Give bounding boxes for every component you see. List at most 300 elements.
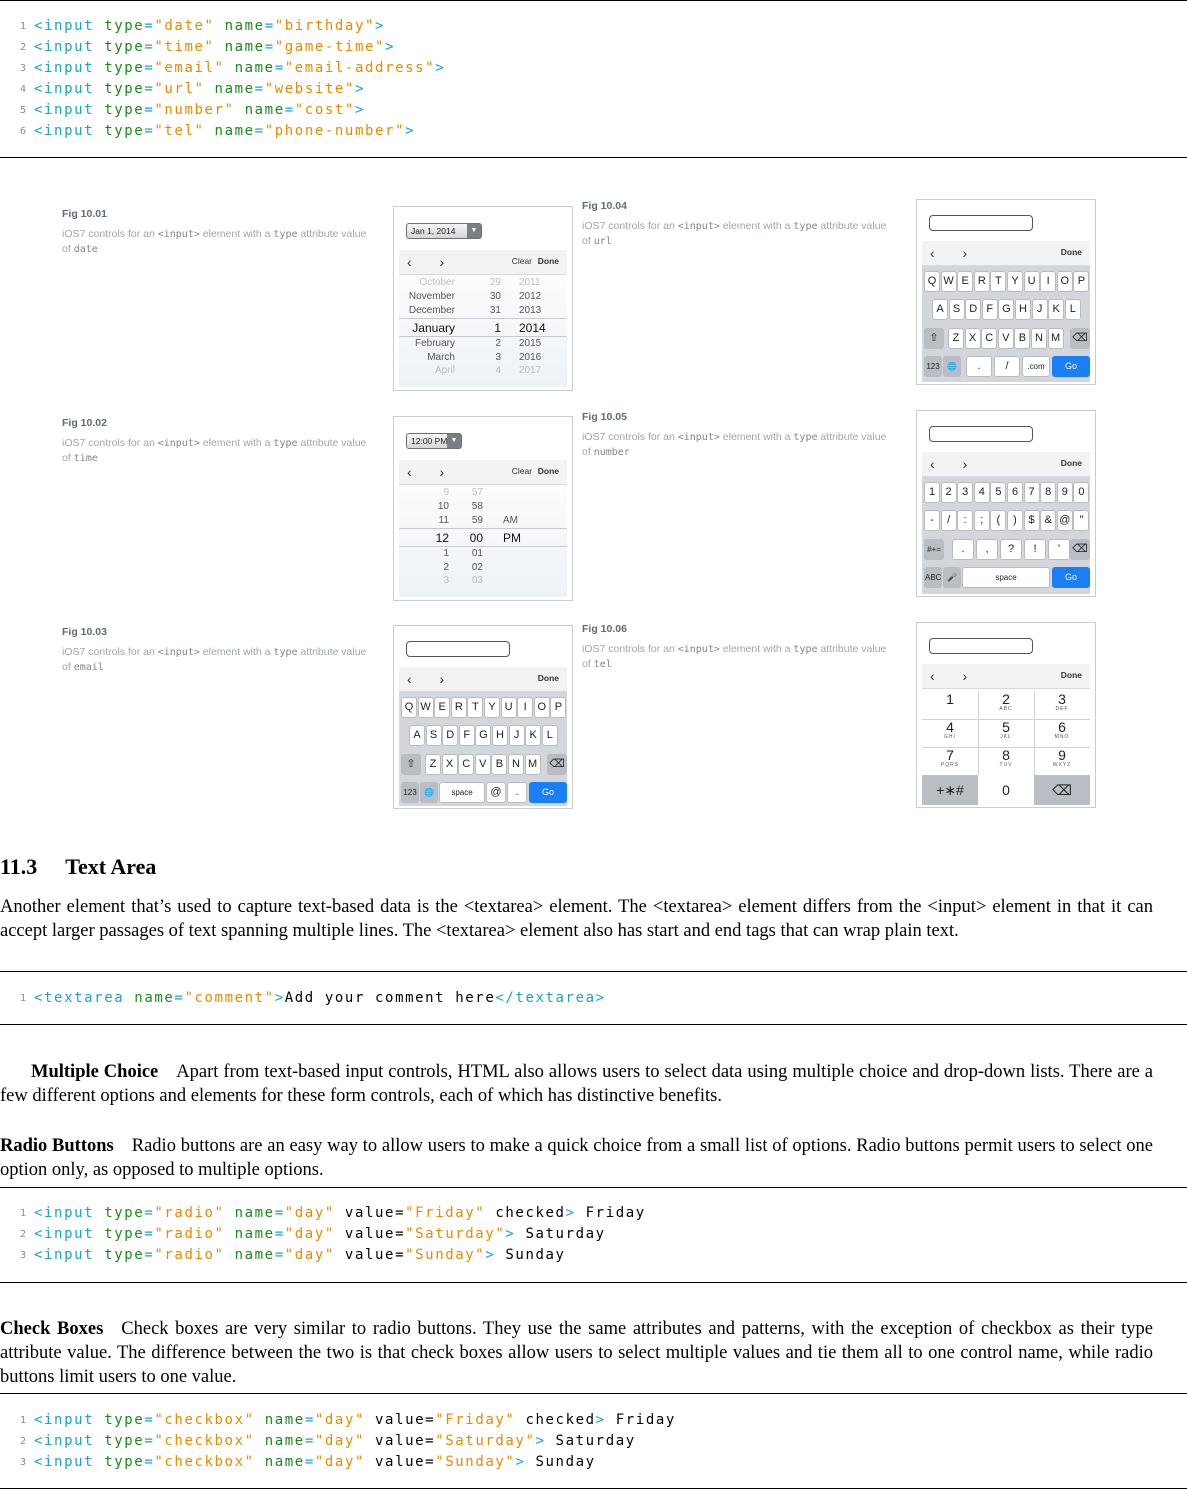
key-digit[interactable]: 5: [990, 482, 1006, 503]
key-symbol[interactable]: (: [990, 510, 1006, 531]
abc-key[interactable]: ABC: [924, 567, 942, 588]
code-token: "tel": [154, 123, 205, 139]
dropdown-arrow-icon: ▼: [447, 434, 461, 448]
code-token: =: [304, 1412, 315, 1428]
keypad-letters: TUV: [999, 762, 1013, 768]
key-symbol[interactable]: $: [1024, 510, 1040, 531]
done-button[interactable]: Done: [537, 673, 559, 683]
code-token: "birthday": [274, 18, 376, 34]
email-input[interactable]: [406, 641, 510, 657]
code-token: Friday: [605, 1412, 676, 1428]
code-token: name: [234, 1247, 275, 1263]
key-symbol[interactable]: &: [1040, 510, 1056, 531]
code-token: name: [224, 39, 265, 55]
key-digit[interactable]: 6: [1007, 482, 1023, 503]
key-h[interactable]: H: [492, 725, 508, 746]
code-token: type: [104, 81, 145, 97]
key-digit[interactable]: 3: [957, 482, 973, 503]
slash-key[interactable]: /: [994, 356, 1020, 377]
code-token: "phone-number": [264, 123, 406, 139]
key-punct[interactable]: !: [1024, 539, 1046, 560]
figure-label: Fig 10.05: [582, 411, 627, 423]
code-token: [225, 1205, 235, 1221]
key-r[interactable]: R: [974, 271, 990, 292]
numbers-key[interactable]: 123: [924, 356, 942, 377]
key-l[interactable]: L: [542, 725, 558, 746]
done-button[interactable]: Done: [537, 256, 559, 266]
code-token: <input: [34, 81, 105, 97]
code-token: Sunday: [495, 1247, 566, 1263]
key-punct[interactable]: ?: [1000, 539, 1022, 560]
delete-key-icon[interactable]: ⌫: [1070, 539, 1090, 560]
picker-value: 01: [471, 548, 483, 559]
line-number: 4: [19, 84, 26, 95]
picker-value: 1: [443, 548, 449, 559]
space-key[interactable]: space: [962, 567, 1050, 588]
keypad-key[interactable]: [978, 719, 1035, 748]
picker-value: 3: [495, 352, 501, 363]
picker-row[interactable]: [399, 291, 567, 306]
code-token: name: [264, 1454, 305, 1470]
code-token: name: [264, 1433, 305, 1449]
code-token: =: [264, 39, 275, 55]
key-z[interactable]: Z: [425, 754, 441, 775]
picker-row[interactable]: [399, 277, 567, 292]
prev-next-icon[interactable]: ‹ ›: [407, 254, 457, 270]
date-select[interactable]: Jan 1, 2014 ▼: [406, 223, 482, 239]
keypad-digit: 7: [946, 747, 954, 763]
key-n[interactable]: N: [1031, 328, 1047, 349]
selection-divider: [399, 336, 567, 337]
code-token: "day": [314, 1412, 365, 1428]
code-token: "day": [284, 1205, 335, 1221]
code-token: name: [214, 81, 255, 97]
key-o[interactable]: O: [534, 697, 550, 718]
key-j[interactable]: J: [509, 725, 525, 746]
key-n[interactable]: N: [508, 754, 524, 775]
picker-row[interactable]: [399, 548, 567, 563]
key-digit[interactable]: 7: [1024, 482, 1040, 503]
code-token: =: [144, 60, 155, 76]
code-token: <input: [34, 18, 105, 34]
code-token: <input: [34, 1433, 105, 1449]
figure-label: Fig 10.01: [62, 208, 107, 220]
done-button[interactable]: Done: [537, 466, 559, 476]
numbers-key[interactable]: 123: [401, 782, 419, 803]
key-u[interactable]: U: [1024, 271, 1040, 292]
go-button[interactable]: Go: [1052, 567, 1090, 588]
picker-value: 58: [471, 501, 483, 512]
code-token: =: [144, 1412, 155, 1428]
time-wheel[interactable]: [399, 485, 567, 597]
keypad-letters: PQRS: [940, 762, 960, 768]
code-token: checked: [515, 1412, 596, 1428]
rule-after-code-3: [0, 1282, 1187, 1283]
keypad-key[interactable]: [978, 747, 1035, 776]
keyboard-toolbar: [922, 664, 1090, 689]
code-token: "time": [154, 39, 215, 55]
code-token: "email-address": [284, 60, 436, 76]
line-number: 1: [19, 1415, 26, 1426]
key-b[interactable]: B: [1014, 328, 1030, 349]
key-digit[interactable]: 8: [1040, 482, 1056, 503]
key-o[interactable]: O: [1057, 271, 1073, 292]
go-button[interactable]: Go: [529, 782, 567, 803]
key-digit[interactable]: 4: [974, 482, 990, 503]
code-text: [34, 1203, 646, 1224]
key-x[interactable]: X: [965, 328, 981, 349]
code-token: =: [264, 18, 275, 34]
code-text: [34, 37, 395, 58]
code-token: >: [375, 18, 386, 34]
checkbox-heading: Check Boxes: [0, 1319, 104, 1339]
key-v[interactable]: V: [475, 754, 491, 775]
key-j[interactable]: J: [1032, 299, 1048, 320]
number-keyboard: [922, 477, 1090, 594]
keypad-key[interactable]: [922, 691, 979, 720]
code-token: =: [274, 1226, 285, 1242]
figure-label: Fig 10.03: [62, 626, 107, 638]
caption-text: iOS7 controls for an <input> element with a type attribute value of date: [62, 227, 367, 255]
key-k[interactable]: K: [525, 725, 541, 746]
key-w[interactable]: W: [418, 697, 434, 718]
keypad-letters: GHI: [944, 734, 956, 740]
keypad-digit: 9: [1058, 747, 1066, 763]
picker-row[interactable]: [399, 338, 567, 353]
key-d[interactable]: D: [965, 299, 981, 320]
code-token: "Sunday": [435, 1454, 516, 1470]
code-token: =: [144, 1433, 155, 1449]
delete-key-icon[interactable]: ⌫: [1070, 328, 1090, 349]
keypad-digit: 5: [1002, 719, 1010, 735]
key-h[interactable]: H: [1015, 299, 1031, 320]
picker-value: 02: [471, 562, 483, 573]
key-symbol[interactable]: -: [924, 510, 940, 531]
picker-value: 2: [495, 338, 501, 349]
picker-value: 31: [489, 305, 501, 316]
key-punct[interactable]: .: [952, 539, 974, 560]
code-token: "checkbox": [154, 1412, 255, 1428]
line-number: 2: [19, 1436, 26, 1447]
code-token: >: [405, 123, 416, 139]
url-input[interactable]: [929, 215, 1033, 231]
space-key[interactable]: space: [439, 782, 485, 803]
keypad-key[interactable]: [1034, 719, 1090, 748]
code-token: type: [104, 1412, 145, 1428]
figure-label: Fig 10.02: [62, 417, 107, 429]
key-l[interactable]: L: [1065, 299, 1081, 320]
key-q[interactable]: Q: [401, 697, 417, 718]
keypad-digit: 3: [1058, 691, 1066, 707]
key-t[interactable]: T: [990, 271, 1006, 292]
code-token: <input: [34, 1247, 105, 1263]
code-token: value=: [365, 1433, 436, 1449]
key-digit[interactable]: 2: [941, 482, 957, 503]
key-s[interactable]: S: [426, 725, 442, 746]
code-token: >: [485, 1247, 496, 1263]
picker-row[interactable]: [399, 487, 567, 502]
key-m[interactable]: M: [525, 754, 541, 775]
code-token: "Sunday": [405, 1247, 486, 1263]
code-token: "radio": [154, 1247, 225, 1263]
picker-value: 30: [489, 291, 501, 302]
figure-caption-10-06: [582, 622, 892, 673]
key-m[interactable]: M: [1048, 328, 1064, 349]
code-text: [34, 16, 385, 37]
delete-key-icon[interactable]: ⌫: [547, 754, 567, 775]
done-button[interactable]: Done: [1060, 458, 1082, 468]
code-token: >: [515, 1454, 526, 1470]
ios-number-keyboard-screenshot: [916, 410, 1096, 597]
code-token: type: [104, 1454, 145, 1470]
figure-label: Fig 10.04: [582, 200, 627, 212]
code-token: value=: [334, 1247, 406, 1263]
key-b[interactable]: B: [491, 754, 507, 775]
code-token: name: [224, 18, 265, 34]
code-token: name: [134, 990, 175, 1006]
prev-next-icon[interactable]: ‹ ›: [407, 464, 457, 480]
figure-caption-10-01: [62, 207, 372, 258]
section-heading: 11.3 Text Area: [0, 854, 157, 879]
ios-time-picker-screenshot: [393, 416, 573, 601]
key-w[interactable]: W: [941, 271, 957, 292]
code-token: <input: [34, 1412, 105, 1428]
key-g[interactable]: G: [475, 725, 491, 746]
code-token: "number": [154, 102, 235, 118]
tel-input[interactable]: [929, 638, 1033, 654]
textarea-paragraph: Another element that’s used to capture text-based data is the <textarea> element. The <textarea> element differs from the <input> element in that it can accept larger passages of text spanning multiple lines. The <textarea> element also has start and end tags that can wrap plain text.: [0, 897, 1153, 941]
figure-caption-10-05: [582, 410, 892, 461]
picker-row[interactable]: [399, 531, 567, 546]
key-punct[interactable]: ': [1048, 539, 1070, 560]
caption-text: iOS7 controls for an <input> element with a type attribute value of time: [62, 436, 367, 464]
picker-row[interactable]: [399, 365, 567, 380]
picker-value: 1: [494, 321, 501, 335]
picker-row[interactable]: [399, 501, 567, 516]
code-token: type: [104, 102, 145, 118]
microphone-icon[interactable]: 🎤: [943, 567, 961, 588]
key-g[interactable]: G: [998, 299, 1014, 320]
code-token: </textarea>: [495, 990, 606, 1006]
key-u[interactable]: U: [501, 697, 517, 718]
key-digit[interactable]: 9: [1057, 482, 1073, 503]
prev-next-icon[interactable]: ‹ ›: [930, 245, 980, 261]
code-token: type: [104, 1433, 145, 1449]
picker-value: 59: [471, 515, 483, 526]
code-token: "Saturday": [405, 1226, 506, 1242]
picker-value: December: [408, 305, 455, 316]
dot-key[interactable]: .: [966, 356, 992, 377]
shift-key-icon[interactable]: ⇧: [401, 754, 421, 775]
picker-row[interactable]: [399, 575, 567, 590]
key-q[interactable]: Q: [924, 271, 940, 292]
caption-text: iOS7 controls for an <input> element with a type attribute value of number: [582, 430, 887, 458]
key-f[interactable]: F: [982, 299, 998, 320]
code-token: [215, 18, 225, 34]
key-symbol[interactable]: @: [1057, 510, 1073, 531]
code-token: "website": [264, 81, 355, 97]
clear-button[interactable]: Clear: [511, 466, 532, 476]
key-r[interactable]: R: [451, 697, 467, 718]
key-f[interactable]: F: [459, 725, 475, 746]
key-i[interactable]: I: [517, 697, 533, 718]
key-symbol[interactable]: ;: [974, 510, 990, 531]
keyboard-toolbar: [922, 452, 1090, 477]
prev-next-icon[interactable]: ‹ ›: [407, 671, 457, 687]
keypad-key[interactable]: [978, 691, 1035, 720]
code-token: type: [104, 60, 145, 76]
symbols-key[interactable]: +∗#: [922, 775, 978, 805]
code-text: [34, 1410, 676, 1431]
key-symbol[interactable]: ": [1073, 510, 1089, 531]
prev-next-icon[interactable]: ‹ ›: [930, 668, 980, 684]
keypad-key[interactable]: [922, 747, 979, 776]
line-number: 1: [19, 21, 26, 32]
code-token: [205, 123, 215, 139]
figure-caption-10-02: [62, 416, 372, 467]
symbols-key[interactable]: #+=: [924, 539, 944, 560]
done-button[interactable]: Done: [1060, 247, 1082, 257]
code-token: value=: [365, 1454, 436, 1470]
code-token: <input: [34, 39, 105, 55]
picker-value: October: [419, 277, 455, 288]
key-s[interactable]: S: [949, 299, 965, 320]
code-token: =: [144, 1454, 155, 1470]
code-token: type: [104, 39, 145, 55]
code-token: "comment": [184, 990, 275, 1006]
code-token: [255, 1412, 265, 1428]
figure-caption-10-04: [582, 199, 892, 250]
globe-key-icon[interactable]: 🌐: [943, 356, 961, 377]
code-token: [225, 1247, 235, 1263]
keypad-key[interactable]: [922, 719, 979, 748]
rule-after-code-1: [0, 157, 1187, 158]
key-p[interactable]: P: [550, 697, 566, 718]
key-y[interactable]: Y: [1007, 271, 1023, 292]
done-button[interactable]: Done: [1060, 670, 1082, 680]
picker-value: 29: [489, 277, 501, 288]
code-token: "email": [154, 60, 225, 76]
code-token: type: [104, 1247, 145, 1263]
keypad-letters: JKL: [1000, 734, 1012, 740]
caption-text: iOS7 controls for an <input> element with a type attribute value of email: [62, 645, 367, 673]
code-text: [34, 79, 365, 100]
code-text: [34, 1224, 606, 1245]
code-token: "Friday": [405, 1205, 486, 1221]
key-p[interactable]: P: [1073, 271, 1089, 292]
code-token: Saturday: [515, 1226, 606, 1242]
code-token: >: [385, 39, 396, 55]
key-digit[interactable]: 0: [1073, 482, 1089, 503]
keypad-key[interactable]: [1034, 691, 1090, 720]
key-y[interactable]: Y: [484, 697, 500, 718]
picker-value: AM: [503, 515, 518, 526]
code-token: [225, 60, 235, 76]
code-token: [225, 1226, 235, 1242]
globe-key-icon[interactable]: 🌐: [420, 782, 438, 803]
number-input[interactable]: [929, 426, 1033, 442]
key-k[interactable]: K: [1048, 299, 1064, 320]
picker-row[interactable]: [399, 321, 567, 336]
key-punct[interactable]: ,: [976, 539, 998, 560]
code-token: name: [234, 1226, 275, 1242]
key-c[interactable]: C: [981, 328, 997, 349]
code-token: =: [274, 60, 285, 76]
key-symbol[interactable]: :: [957, 510, 973, 531]
key-e[interactable]: E: [957, 271, 973, 292]
code-token: <input: [34, 1205, 105, 1221]
dropdown-arrow-icon: ▼: [467, 224, 481, 238]
code-token: =: [174, 990, 185, 1006]
dotcom-key[interactable]: .com: [1022, 356, 1050, 377]
code-text: [34, 1452, 596, 1473]
code-token: >: [435, 60, 446, 76]
code-token: [205, 81, 215, 97]
code-token: >: [595, 1412, 606, 1428]
keypad-key[interactable]: [1034, 747, 1090, 776]
clear-button[interactable]: Clear: [511, 256, 532, 266]
key-a[interactable]: A: [409, 725, 425, 746]
key-a[interactable]: A: [932, 299, 948, 320]
ios-date-picker-screenshot: [393, 206, 573, 391]
key-digit[interactable]: 1: [924, 482, 940, 503]
key-symbol[interactable]: /: [941, 510, 957, 531]
shift-key-icon[interactable]: ⇧: [924, 328, 944, 349]
key-z[interactable]: Z: [948, 328, 964, 349]
key-t[interactable]: T: [467, 697, 483, 718]
time-select[interactable]: 12:00 PM ▼: [406, 433, 462, 449]
code-token: =: [144, 81, 155, 97]
go-button[interactable]: Go: [1052, 356, 1090, 377]
line-number: 3: [19, 1457, 26, 1468]
code-token: "cost": [294, 102, 355, 118]
picker-toolbar: [399, 250, 567, 275]
key-x[interactable]: X: [442, 754, 458, 775]
keypad-key-0[interactable]: 0: [978, 775, 1034, 805]
date-wheel[interactable]: [399, 275, 567, 387]
code-token: <input: [34, 102, 105, 118]
keypad-digit: 4: [946, 719, 954, 735]
picker-value: April: [434, 365, 455, 376]
selection-divider: [399, 528, 567, 529]
keypad-digit: 6: [1058, 719, 1066, 735]
key-e[interactable]: E: [434, 697, 450, 718]
delete-key-icon[interactable]: ⌫: [1034, 775, 1090, 805]
picker-value: 12: [435, 531, 449, 545]
multiple-choice-paragraph: Multiple Choice Apart from text-based input controls, HTML also allows users to select data using multiple choice and drop-down lists. There are a few different options and elements for these form controls, each of which has distinctive benefits.: [0, 1062, 1153, 1106]
key-d[interactable]: D: [442, 725, 458, 746]
dot-key[interactable]: .: [507, 782, 527, 803]
line-number: 5: [19, 105, 26, 116]
prev-next-icon[interactable]: ‹ ›: [930, 456, 980, 472]
code-token: value=: [365, 1412, 436, 1428]
code-token: =: [144, 123, 155, 139]
rule-after-code-4: [0, 1488, 1187, 1489]
key-c[interactable]: C: [458, 754, 474, 775]
key-i[interactable]: I: [1040, 271, 1056, 292]
key-symbol[interactable]: ): [1007, 510, 1023, 531]
code-token: =: [284, 102, 295, 118]
code-token: =: [144, 1205, 155, 1221]
picker-value: 4: [495, 365, 501, 376]
keyboard-toolbar: [399, 667, 567, 692]
code-token: Sunday: [525, 1454, 596, 1470]
picker-value: 2012: [519, 291, 542, 302]
picker-value: 2011: [519, 277, 541, 288]
code-token: value=: [334, 1226, 406, 1242]
at-key[interactable]: @: [486, 782, 506, 803]
key-v[interactable]: V: [998, 328, 1014, 349]
